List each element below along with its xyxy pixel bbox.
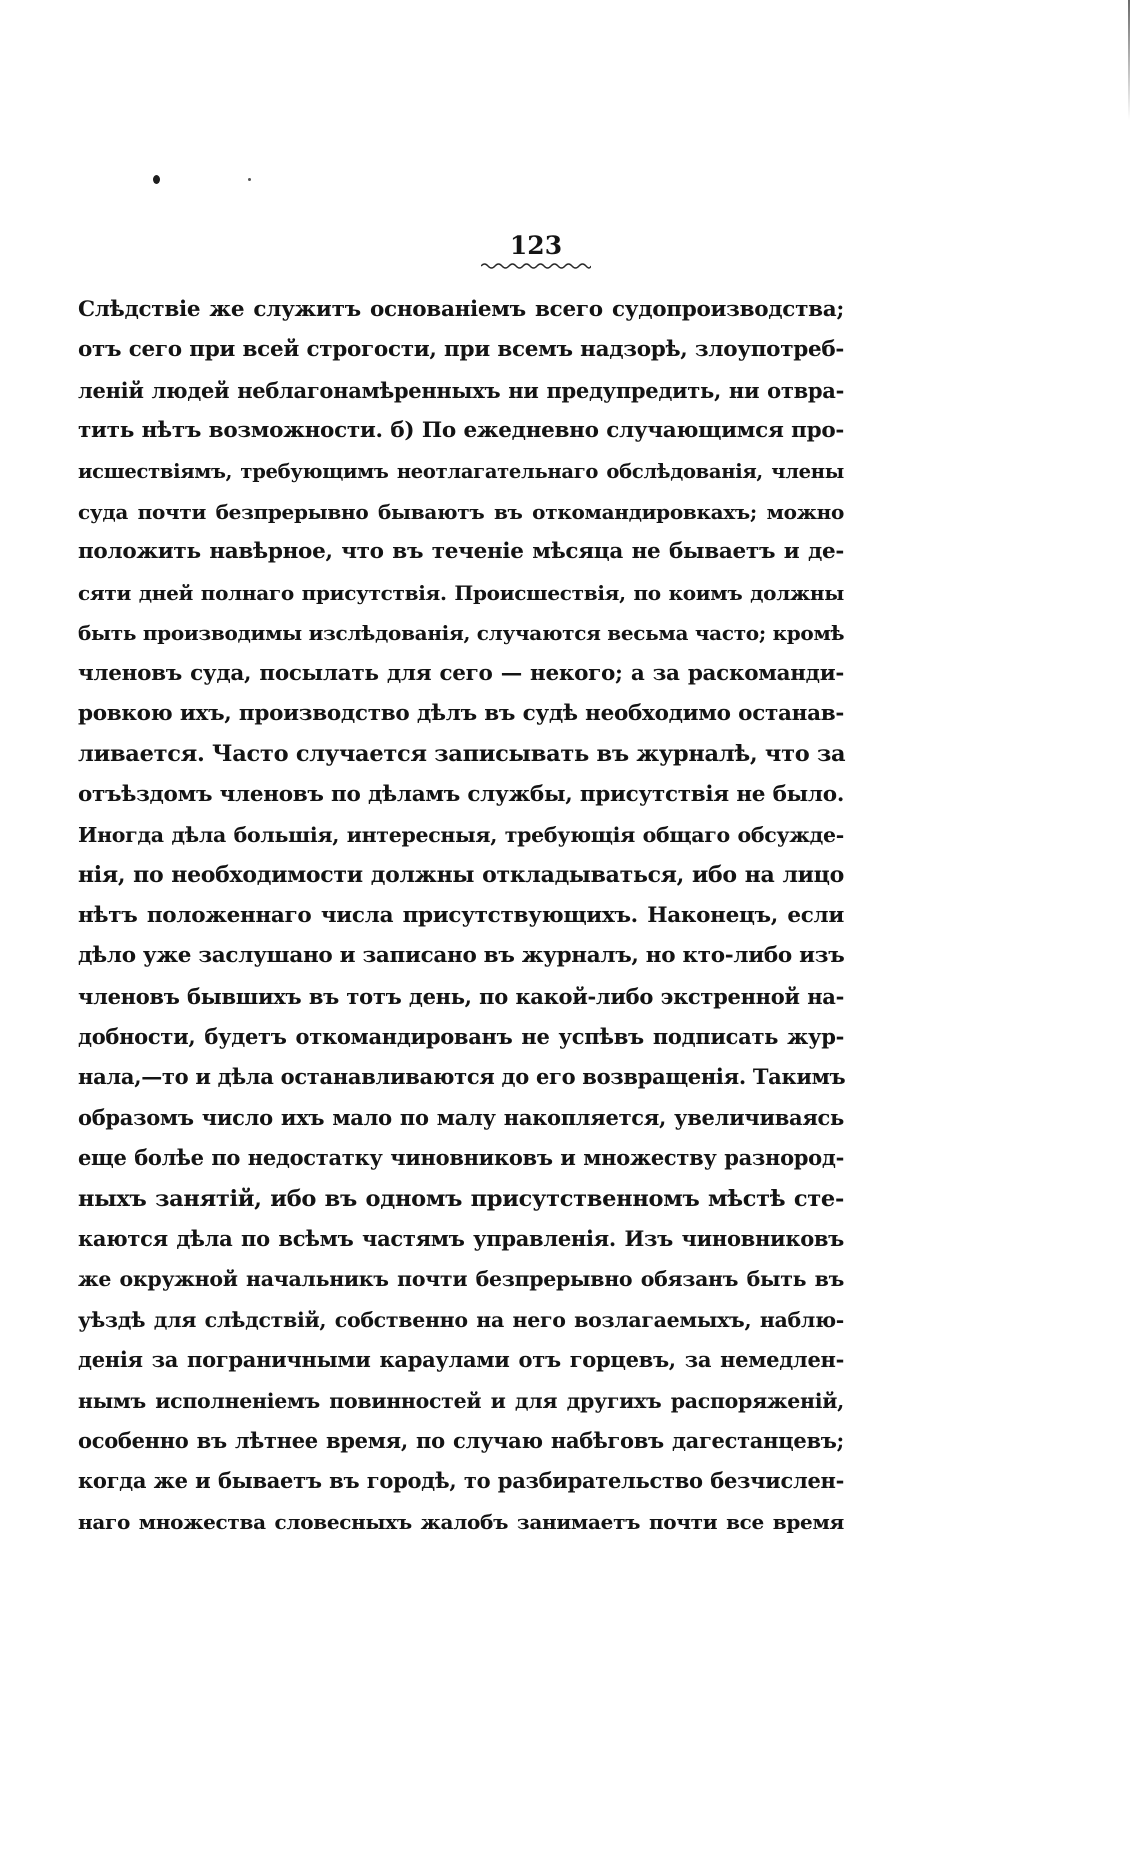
ink-speck xyxy=(153,175,160,184)
scan-edge-mark xyxy=(1128,0,1130,120)
text-line: быть производимы изслѣдованія, случаются весьма часто; кромѣ xyxy=(78,621,845,646)
text-line: каются дѣла по всѣмъ частямъ управленія. Изъ чиновниковъ xyxy=(78,1225,844,1251)
text-line: ныхъ занятій, ибо въ одномъ присутственномъ мѣстѣ сте- xyxy=(78,1185,844,1212)
text-line: суда почти безпрерывно бываютъ въ откомандировкахъ; можно xyxy=(78,499,844,524)
text-line: когда же и бываетъ въ городѣ, то разбирательство безчислен- xyxy=(78,1468,844,1494)
text-line: членовъ бывшихъ въ тотъ день, по какой-либо экстренной на- xyxy=(78,983,844,1009)
body-text xyxy=(78,290,844,1542)
text-line: еще болѣе по недостатку чиновниковъ и множеству разнород- xyxy=(78,1145,844,1171)
text-line: Иногда дѣла большія, интересныя, требующія общаго обсужде- xyxy=(78,823,844,848)
text-line: нымъ исполненіемъ повинностей и для другихъ распоряженій, xyxy=(78,1388,844,1413)
text-line: уѣздѣ для слѣдствій, собственно на него возлагаемыхъ, наблю- xyxy=(78,1307,844,1332)
text-line: ровкою ихъ, производство дѣлъ въ судѣ необходимо останав- xyxy=(78,700,844,726)
text-line: отъѣздомъ членовъ по дѣламъ службы, присутствія не было. xyxy=(78,781,844,807)
text-line: нала,—то и дѣла останавливаются до его возвращенія. Такимъ xyxy=(78,1064,846,1090)
page-number-text: 123 xyxy=(509,231,563,260)
text-line: дѣло уже заслушано и записано въ журналъ, но кто-либо изъ xyxy=(78,943,845,969)
text-line: добности, будетъ откомандированъ не успѣвъ подписать жур- xyxy=(78,1024,844,1050)
text-line: членовъ суда, посылать для сего — некого; а за раскоманди- xyxy=(78,660,844,686)
text-line: Слѣдствіе же служитъ основаніемъ всего судопроизводства; xyxy=(78,297,844,322)
page-number xyxy=(0,231,1106,270)
text-line: образомъ число ихъ мало по малу накопляется, увеличиваясь xyxy=(78,1104,844,1130)
text-line: наго множества словесныхъ жалобъ занимаетъ почти все время xyxy=(78,1509,844,1534)
text-line: сяти дней полнаго присутствія. Происшествія, по коимъ должны xyxy=(78,580,844,605)
text-line: же окружной начальникъ почти безпрерывно обязанъ быть въ xyxy=(78,1267,844,1292)
text-line: ливается. Часто случается записывать въ журналѣ, что за xyxy=(78,741,846,768)
text-line: нія, по необходимости должны откладываться, ибо на лицо xyxy=(78,862,844,889)
text-line: нѣтъ положеннаго числа присутствующихъ. Наконецъ, если xyxy=(78,902,844,928)
text-line: положить навѣрное, что въ теченіе мѣсяца не бываетъ и де- xyxy=(78,539,844,565)
text-line: особенно въ лѣтнее время, по случаю набѣговъ дагестанцевъ; xyxy=(78,1427,844,1453)
text-line: отъ сего при всей строгости, при всемъ надзорѣ, злоупотреб- xyxy=(78,337,844,363)
wavy-underline-ornament xyxy=(481,262,591,270)
text-line: тить нѣтъ возможности. б) По ежедневно случающимся про- xyxy=(78,418,844,444)
text-line: исшествіямъ, требующимъ неотлагательнаго обслѣдованія, члены xyxy=(78,459,844,483)
ink-speck xyxy=(248,178,251,181)
text-line: леній людей неблагонамѣренныхъ ни предупредить, ни отвра- xyxy=(78,377,844,403)
text-line: денія за пограничными караулами отъ горцевъ, за немедлен- xyxy=(78,1347,844,1373)
